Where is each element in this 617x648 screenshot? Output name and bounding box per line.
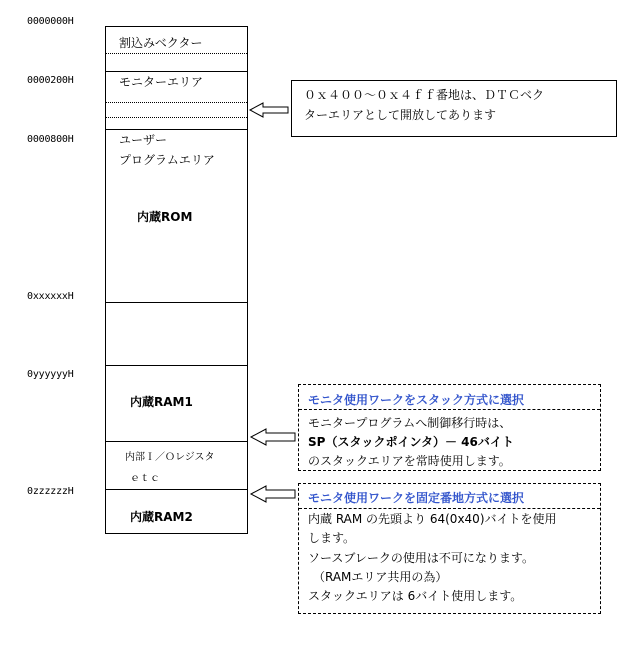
fixed-title-divider <box>299 508 600 509</box>
dtc-note-line1: ０ｘ４００～０ｘ４ｆｆ番地は、ＤＴＣベク <box>304 88 545 102</box>
stack-line3: のスタックエリアを常時使用します。 <box>308 454 511 468</box>
arrow-fixed-icon <box>250 485 296 503</box>
divider-vector-dotted <box>106 53 247 54</box>
fixed-line3: ソースブレークの使用は不可になります。 <box>308 551 534 565</box>
stack-method-title: モニタ使用ワークをスタック方式に選択 <box>308 393 525 407</box>
address-0000200: 0000200H <box>27 75 74 86</box>
fixed-line4: （RAMエリア共用の為） <box>313 570 448 584</box>
divider-rom-end <box>106 302 247 303</box>
segment-ram1: 内蔵RAM1 <box>130 395 193 409</box>
address-xxxxxx: 0xxxxxxH <box>27 291 74 302</box>
address-yyyyyy: 0yyyyyyH <box>27 369 74 380</box>
segment-vector: 割込みベクター <box>119 36 203 50</box>
arrow-dtc-icon <box>249 102 289 118</box>
memory-map <box>105 26 248 534</box>
stack-line2: SP（スタックポインタ）－ 46バイト <box>308 435 514 449</box>
segment-ram2: 内蔵RAM2 <box>130 510 193 524</box>
arrow-stack-icon <box>250 428 296 446</box>
segment-rom: 内蔵ROM <box>137 210 193 224</box>
segment-monitor-area: モニターエリア <box>119 75 204 89</box>
gap-dotted-left <box>105 301 106 364</box>
divider-monitor <box>106 71 247 72</box>
dtc-note-box <box>291 80 617 137</box>
divider-io <box>106 441 247 442</box>
divider-dtc-top <box>106 102 247 103</box>
gap-dotted-right <box>247 301 248 364</box>
address-0000000: 0000000H <box>27 16 74 27</box>
divider-ram1 <box>106 365 247 366</box>
stack-line1: モニタープログラムへ制御移行時は、 <box>308 416 512 430</box>
divider-ram2 <box>106 489 247 490</box>
segment-io-line1: 内部Ｉ／Ｏレジスタ <box>125 452 215 463</box>
fixed-line1: 内蔵 RAM の先頭より 64(0x40)バイトを使用 <box>308 512 557 526</box>
address-zzzzzz: 0zzzzzzH <box>27 486 74 497</box>
fixed-line2: します。 <box>308 531 356 545</box>
segment-io-line2: ｅｔｃ <box>130 473 160 484</box>
address-0000800: 0000800H <box>27 134 74 145</box>
fixed-method-title: モニタ使用ワークを固定番地方式に選択 <box>308 491 525 505</box>
divider-dtc-bottom <box>106 117 247 118</box>
segment-user-line2: プログラムエリア <box>119 153 215 167</box>
dtc-note-line2: ターエリアとして開放してあります <box>304 108 497 122</box>
divider-user <box>106 129 247 130</box>
stack-title-divider <box>299 409 600 410</box>
fixed-line5: スタックエリアは 6バイト使用します。 <box>308 589 523 603</box>
segment-user-line1: ユーザー <box>119 133 168 147</box>
